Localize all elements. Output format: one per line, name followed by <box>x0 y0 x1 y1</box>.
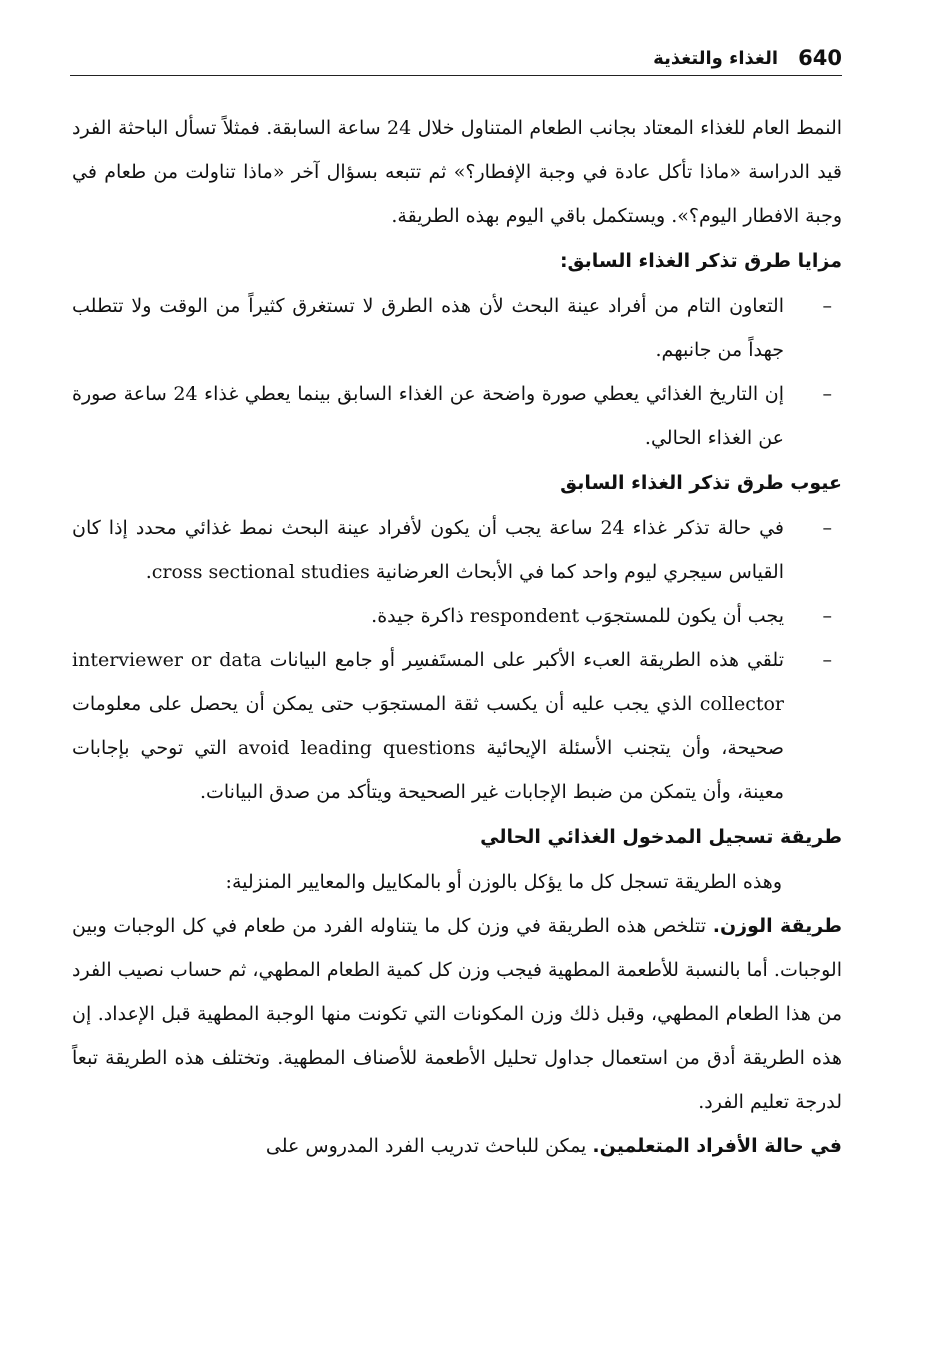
list-item: – يجب أن يكون للمستجوَب respondent ذاكرة جيدة. <box>72 594 842 638</box>
intro-paragraph: النمط العام للغذاء المعتاد بجانب الطعام المتناول خلال 24 ساعة السابقة. فمثلاً تسأل الباحثة الفرد قيد الدراسة «ماذا تأكل عادة في وجبة الإفطار؟» ثم تتبعه بسؤال آخر «ماذا تناولت من طعام في وجبة الافطار اليوم؟». ويستكمل باقي اليوم بهذه الطريقة. <box>72 117 843 227</box>
weighing-method-label: طريقة الوزن. <box>712 915 842 937</box>
current-intake-intro: وهذه الطريقة تسجل كل ما يؤكل بالوزن أو بالمكاييل والمعايير المنزلية: <box>225 871 782 893</box>
weighing-method-paragraph: طريقة الوزن. تتلخص هذه الطريقة في وزن كل ما يتناوله الفرد من طعام في كل الوجبات وبين الوجبات. أما بالنسبة للأطعمة المطهية فيجب وزن كل كمية الطعام المطهي، ثم حساب نصيب الفرد من هذا الطعام المطهي، وقبل ذلك وزن المكونات التي تكونت منها الوجبة المطهية قبل الإعداد. إن هذه الطريقة أدق من استعمال جداول تحليل الأطعمة للأصناف المطهية. وتختلف هذه الطريقة تبعاً لدرجة تعليم الفرد. <box>72 915 842 1113</box>
list-item: – تلقي هذه الطريقة العبء الأكبر على المستَفسِر أو جامع البيانات interviewer or data collector الذي يجب عليه أن يكسب ثقة المستجوَب حتى يمكن أن يحصل على معلومات صحيحة، وأن يتجنب الأسئلة الإيحائية avoid leading questions التي توحي بإجابات معينة، وأن يتمكن من ضبط الإجابات غير الصحيحة ويتأكد من صدق البيانات. <box>72 638 842 814</box>
literate-individuals-paragraph: في حالة الأفراد المتعلمين. يمكن للباحث تدريب الفرد المدروس على <box>265 1135 842 1157</box>
dash-bullet: – <box>822 383 832 405</box>
running-title: الغذاء والتغذية <box>653 48 778 69</box>
dash-bullet: – <box>822 649 832 671</box>
advantages-list <box>72 284 842 460</box>
list-item: – إن التاريخ الغذائي يعطي صورة واضحة عن الغذاء السابق بينما يعطي غذاء 24 ساعة صورة عن الغذاء الحالي. <box>72 372 842 460</box>
advantages-heading: مزايا طرق تذكر الغذاء السابق: <box>559 250 842 272</box>
page-number: 640 <box>798 46 842 70</box>
running-head <box>70 40 842 76</box>
dash-bullet: – <box>822 517 832 539</box>
disadvantages-list <box>72 506 842 814</box>
disadvantages-heading: عيوب طرق تذكر الغذاء السابق <box>560 472 842 494</box>
list-item: – في حالة تذكر غذاء 24 ساعة يجب أن يكون لأفراد عينة البحث نمط غذائي محدد إذا كان القياس سيجري ليوم واحد كما في الأبحاث العرضانية cross sectional studies. <box>72 506 842 594</box>
header-rule <box>70 75 842 76</box>
dash-bullet: – <box>822 295 832 317</box>
literate-individuals-label: في حالة الأفراد المتعلمين. <box>592 1135 842 1157</box>
body-text <box>72 106 842 1168</box>
list-item: – التعاون التام من أفراد عينة البحث لأن هذه الطرق لا تستغرق كثيراً من الوقت ولا تتطلب جهداً من جانبهم. <box>72 284 842 372</box>
current-intake-heading: طريقة تسجيل المدخول الغذائي الحالي <box>480 826 842 848</box>
dash-bullet: – <box>822 605 832 627</box>
